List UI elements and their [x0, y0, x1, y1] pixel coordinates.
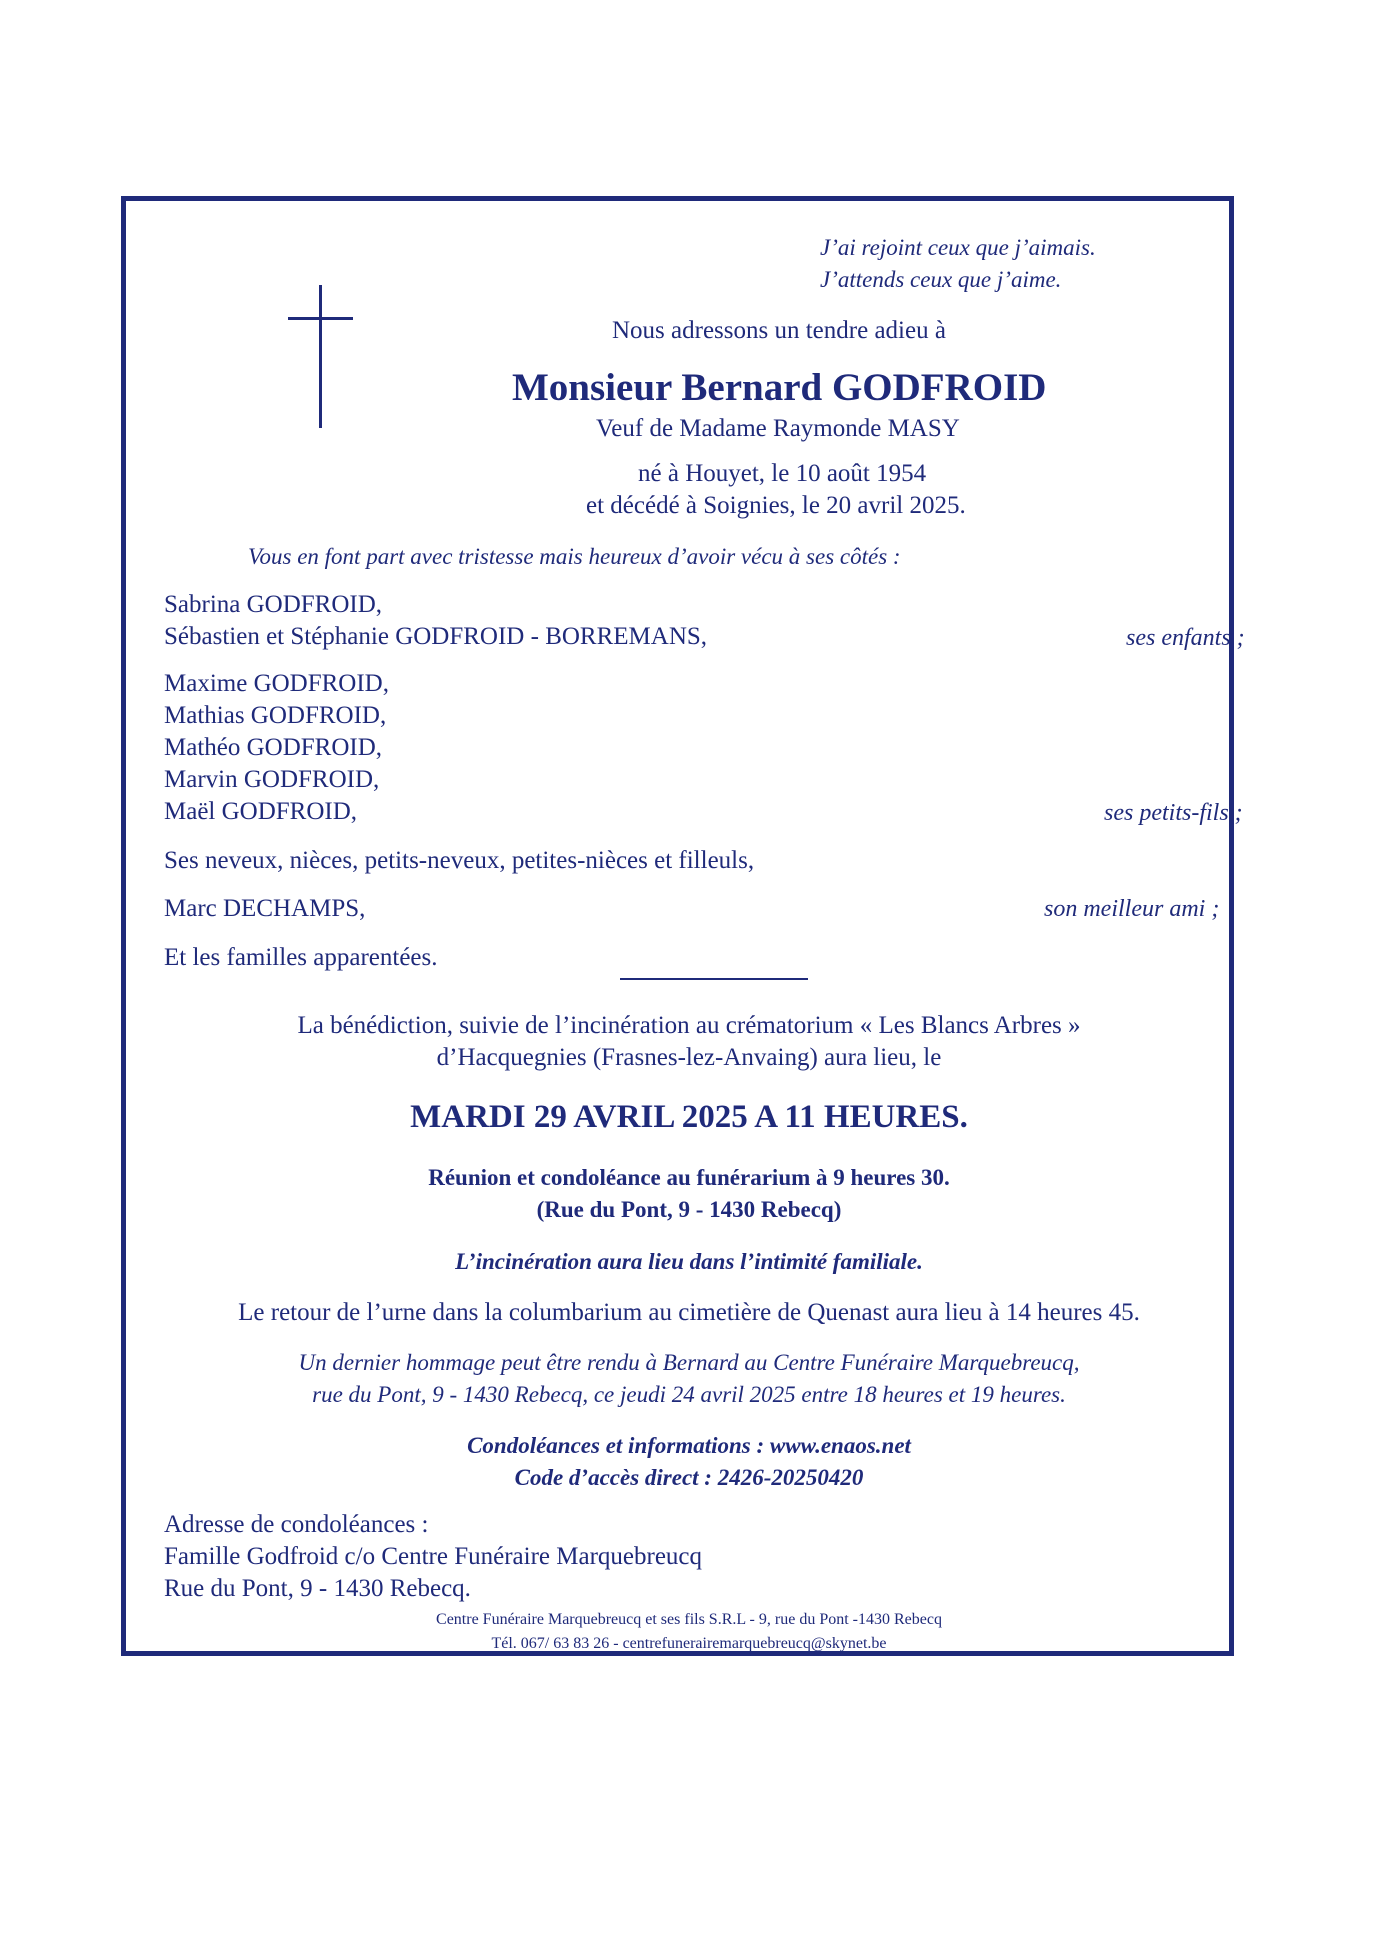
cross-icon [319, 285, 322, 428]
homage-line-2: rue du Pont, 9 - 1430 Rebecq, ce jeudi 24 avril 2025 entre 18 heures et 19 heures. [312, 1382, 1066, 1407]
birth-line: né à Houyet, le 10 août 1954 [638, 460, 927, 487]
intimacy-line: L’incinération aura lieu dans l’intimité familiale. [455, 1249, 923, 1274]
online-info: Condoléances et informations : www.enaos.net [467, 1433, 911, 1458]
death-line: et décédé à Soignies, le 20 avril 2025. [586, 492, 966, 519]
family-grandchild: Marvin GODFROID, [164, 766, 380, 793]
footer-line-2: Tél. 067/ 63 83 26 - centrefunerairemarquebreucq@skynet.be [491, 1635, 887, 1652]
relatives-line: Ses neveux, nièces, petits-neveux, petites-nièces et filleuls, [164, 847, 755, 874]
family-grandchild: Mathias GODFROID, [164, 702, 387, 729]
ceremony-date: MARDI 29 AVRIL 2025 A 11 HEURES. [410, 1099, 968, 1135]
family-grandchild: Maxime GODFROID, [164, 670, 389, 697]
separator-line [620, 978, 808, 980]
address-line-2: Famille Godfroid c/o Centre Funéraire Marquebreucq [164, 1543, 703, 1570]
quote-line-2: J’attends ceux que j’aime. [820, 267, 1062, 292]
address-line-1: Adresse de condoléances : [164, 1511, 429, 1538]
address-line-3: Rue du Pont, 9 - 1430 Rebecq. [164, 1575, 471, 1602]
spouse-line: Veuf de Madame Raymonde MASY [596, 415, 960, 442]
family-grandchild: Maël GODFROID, [164, 798, 358, 825]
access-code: Code d’accès direct : 2426-20250420 [514, 1465, 864, 1490]
grandchildren-label: ses petits-fils ; [1104, 800, 1243, 826]
intro-text: Nous adressons un tendre adieu à [612, 317, 946, 344]
reunion-line: Réunion et condoléance au funérarium à 9 heures 30. [428, 1165, 950, 1190]
family-child: Sébastien et Stéphanie GODFROID - BORREMANS, [164, 623, 708, 650]
ceremony-line-1: La bénédiction, suivie de l’incinération au crématorium « Les Blancs Arbres » [297, 1012, 1081, 1039]
families-line: Et les familles apparentées. [164, 944, 438, 971]
ceremony-line-2: d’Hacquegnies (Frasnes-lez-Anvaing) aura lieu, le [436, 1044, 942, 1071]
footer-line-1: Centre Funéraire Marquebreucq et ses fils S.R.L - 9, rue du Pont -1430 Rebecq [436, 1611, 942, 1628]
deceased-name: Monsieur Bernard GODFROID [512, 366, 1047, 409]
children-label: ses enfants ; [1126, 625, 1245, 651]
announcement-text: Vous en font part avec tristesse mais heureux d’avoir vécu à ses côtés : [248, 544, 901, 569]
homage-line-1: Un dernier hommage peut être rendu à Bernard au Centre Funéraire Marquebreucq, [298, 1350, 1080, 1375]
friend-label: son meilleur ami ; [1044, 896, 1220, 922]
urn-line: Le retour de l’urne dans la columbarium au cimetière de Quenast aura lieu à 14 heures 45. [238, 1299, 1140, 1326]
reunion-address: (Rue du Pont, 9 - 1430 Rebecq) [536, 1197, 842, 1222]
family-child: Sabrina GODFROID, [164, 591, 383, 618]
friend-name: Marc DECHAMPS, [164, 895, 366, 922]
quote-line-1: J’ai rejoint ceux que j’aimais. [820, 235, 1096, 260]
cross-icon-bar [288, 317, 353, 320]
family-grandchild: Mathéo GODFROID, [164, 734, 383, 761]
